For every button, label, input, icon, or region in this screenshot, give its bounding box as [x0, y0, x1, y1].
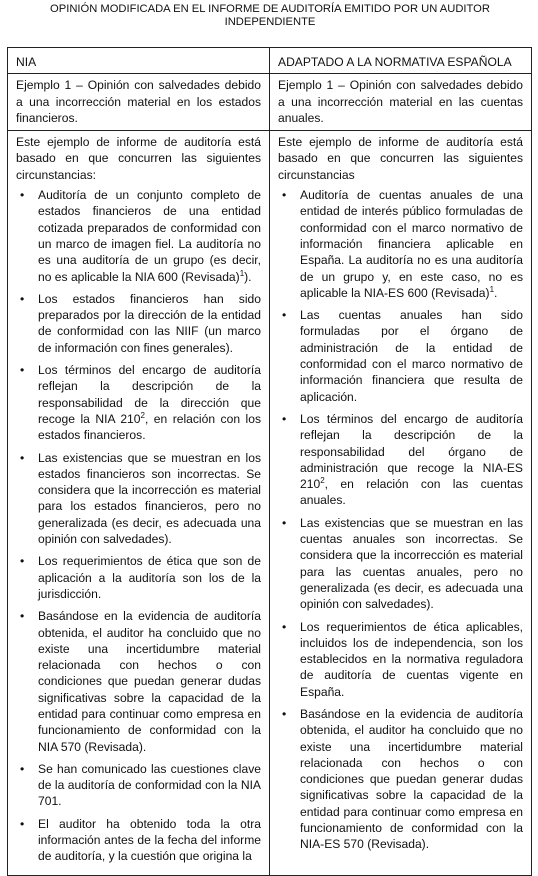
list-item	[278, 706, 523, 853]
list-item-text: Los términos del encargo de auditoría reflejan la descripción de la responsabilidad del órgano de administración que recoge la NIA-ES 210	[300, 411, 523, 492]
column-header-nia: NIA	[8, 48, 270, 74]
bullet-icon: •	[20, 816, 25, 831]
intro-text-spain: Este ejemplo de informe de auditoría está basado en que concurren las siguientes circunstancias	[278, 135, 523, 182]
bullet-icon: •	[282, 308, 287, 323]
example-title-nia: Ejemplo 1 – Opinión con salvedades debido a una incorrección material en los estados financieros.	[8, 74, 270, 131]
bullet-icon: •	[282, 619, 287, 634]
list-item-text: Las existencias que se muestran en los estados financieros son incorrectas. Se considera que la incorrección es material para los estados financieros, pero no generalizada (es decir, es adecuada una opinión con salvedades).	[38, 450, 261, 547]
column-header-spain: ADAPTADO A LA NORMATIVA ESPAÑOLA	[270, 48, 532, 74]
bullet-icon: •	[282, 411, 287, 426]
list-item	[16, 816, 261, 865]
list-item-tail: .	[494, 285, 498, 300]
bullet-icon: •	[20, 291, 25, 306]
list-item	[278, 515, 523, 613]
bullet-icon: •	[282, 706, 287, 721]
bullet-list-spain	[278, 187, 523, 853]
bullet-icon: •	[20, 188, 25, 203]
list-item-text: Auditoría de cuentas anuales de una entidad de interés público formuladas de conformidad con el marco normativo de información financiera aplicable en España. La auditoría no es una auditoría de un grupo y, en este caso, no es aplicable la NIA-ES 600 (Revisada)	[300, 188, 523, 300]
list-item-text: El auditor ha obtenido toda la otra información antes de la fecha del informe de auditoría, y la cuestión que origina la	[38, 816, 261, 864]
example-row	[8, 74, 532, 131]
list-item-text: Auditoría de un conjunto completo de estados financieros de una entidad cotizada preparados de conformidad con un marco de imagen fiel. La auditoría no es una auditoría de un grupo (es decir, no es aplicable la NIA 600 (Revisada)	[38, 188, 261, 284]
list-item-text: Los requerimientos de ética que son de aplicación a la auditoría son los de la jurisdicción.	[38, 554, 261, 601]
bullet-icon: •	[20, 450, 25, 465]
list-item	[16, 608, 261, 755]
list-item	[278, 619, 523, 700]
list-item	[16, 291, 261, 356]
list-item-text: Basándose en la evidencia de auditoría obtenida, el auditor ha concluido que no existe una incertidumbre material relacionada con hechos o con condiciones que puedan generar dudas significativas sobre la capacidad de la entidad para continuar como empresa en funcionamiento de conformidad con la NIA 570 (Revisada).	[38, 609, 261, 754]
footnote-ref: 1	[239, 268, 245, 278]
list-item-text: Las existencias que se muestran en las cuentas anuales son incorrectas. Se considera que la incorrección es material para las cuentas anuales, pero no generalizada (es decir, es adecuada una opinión con salvedades).	[300, 515, 523, 612]
bullet-icon: •	[20, 761, 25, 776]
comparison-table	[7, 47, 532, 876]
bullet-list-nia	[16, 187, 261, 865]
list-item	[16, 450, 261, 548]
list-item-tail: , en relación con los estados financieros.	[38, 411, 261, 443]
bullet-icon: •	[282, 188, 287, 203]
table-header-row	[8, 48, 532, 74]
list-item-text: Se han comunicado las cuestiones clave de la auditoría de conformidad con la NIA 701.	[38, 761, 261, 809]
bullet-icon: •	[20, 554, 25, 569]
list-item-text: Las cuentas anuales han sido formuladas por el órgano de administración de la entidad de conformidad con el marco normativo de información financiera que resulta de aplicación.	[300, 308, 523, 404]
list-item-text: Basándose en la evidencia de auditoría obtenida, el auditor ha concluido que no existe una incertidumbre material relacionada con hechos o con condiciones que puedan generar dudas significativas sobre la capacidad de la entidad para continuar como empresa en funcionamiento de conformidad con la NIA-ES 570 (Revisada).	[300, 706, 523, 852]
example-title-spain: Ejemplo 1 – Opinión con salvedades debido a una incorrección material en las cuentas anuales.	[270, 74, 532, 131]
list-item	[278, 411, 523, 509]
list-item-text: Los estados financieros han sido preparados por la dirección de la entidad de conformidad con las NIIF (un marco de información con fines generales).	[38, 291, 261, 355]
footnote-ref: 2	[140, 410, 145, 420]
list-item	[278, 187, 523, 301]
list-item	[16, 761, 261, 810]
list-item	[16, 187, 261, 285]
list-item	[16, 362, 261, 443]
list-item-tail: , en relación con las cuentas anuales.	[300, 477, 523, 508]
list-item	[16, 553, 261, 602]
bullet-icon: •	[282, 515, 287, 530]
list-item	[278, 307, 523, 405]
intro-text-nia: Este ejemplo de informe de auditoría está basado en que concurren las siguientes circunstancias:	[16, 135, 261, 182]
document-title: OPINIÓN MODIFICADA EN EL INFORME DE AUDITORÍA EMITIDO POR UN AUDITOR INDEPENDIENTE	[50, 3, 490, 28]
list-item-tail: ).	[244, 269, 252, 284]
circumstances-nia	[8, 131, 270, 875]
footnote-ref: 1	[489, 284, 495, 294]
circumstances-spain	[270, 131, 532, 875]
circumstances-row	[8, 131, 532, 875]
footnote-ref: 2	[320, 476, 325, 486]
list-item-text: Los términos del encargo de auditoría reflejan la descripción de la responsabilidad de la dirección que recoge la NIA 210	[38, 363, 261, 426]
bullet-icon: •	[20, 609, 25, 624]
bullet-icon: •	[20, 363, 25, 378]
list-item-text: Los requerimientos de ética aplicables, incluidos los de independencia, son los establecidos en la normativa reguladora de auditoría de cuentas vigente en España.	[300, 619, 523, 699]
